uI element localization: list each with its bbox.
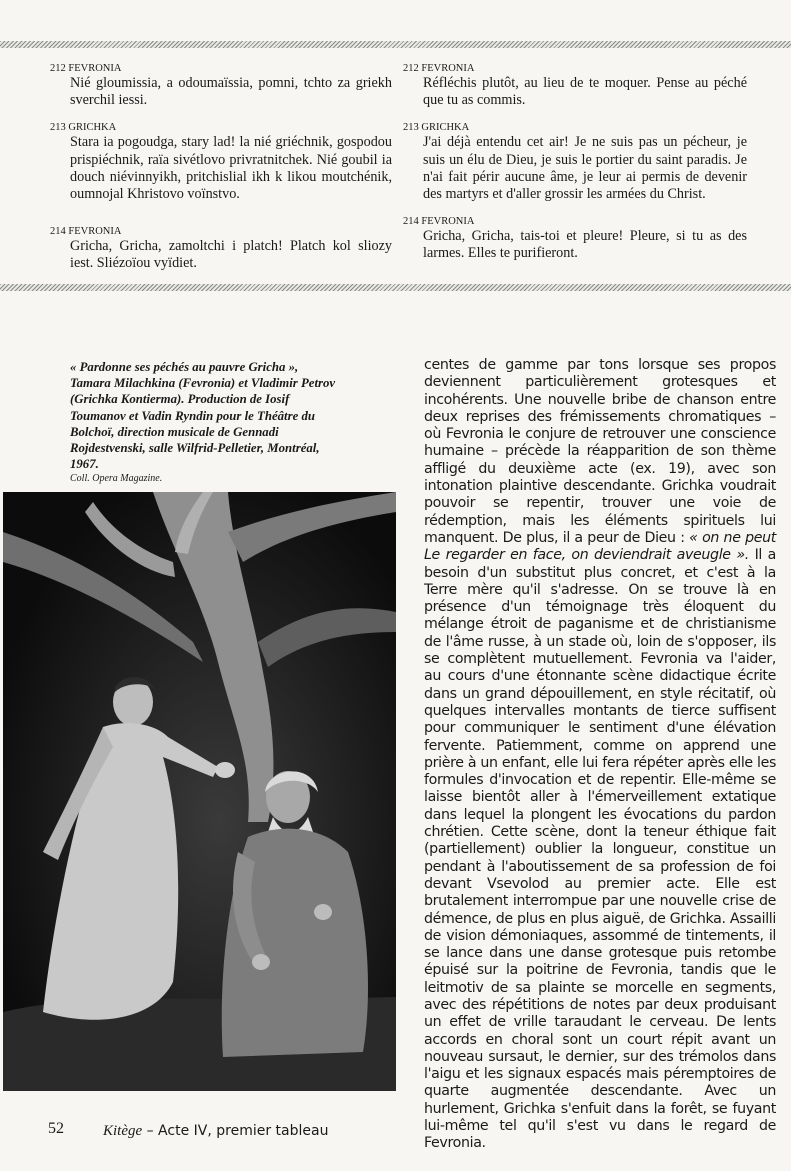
entry-text: J'ai déjà entendu cet air! Je ne suis pas un pécheur, je suis un élu de Dieu, je suis le portier du saint paradis. Je n'ai fait périr aucune âme, je leur ai permis de devenir des martyrs et d'aller grossir les armées du Christ. <box>423 134 747 203</box>
entry-header: 212 FEVRONIA <box>403 63 475 74</box>
body-paragraph-1: centes de gamme par tons lorsque ses propos deviennent particulièrement grotesques et incohérents. Une nouvelle bribe de chanson entre deux reprises des frémissements chromatiques – où Fevronia le conjure de retrouver une conscience humaine – précède la réapparition de son thème affligé du deuxième acte (ex. 19), avec son intonation plaintive descendante. Grichka voudrait pouvoir se repentir, trouver une voie de rédemption, mais les éléments spirituels lui manquent. De plus, il a peur de Dieu : <box>424 357 776 546</box>
entry-text: Nié gloumissia, a odoumaïssia, pomni, tchto za griekh sverchil iessi. <box>70 75 392 109</box>
entry-text: Gricha, Gricha, zamoltchi i platch! Platch kol sliozy iest. Sliézoïou vyïdiet. <box>70 238 392 272</box>
photo-credit: Coll. Opera Magazine. <box>70 473 163 485</box>
caption-text: « Pardonne ses péchés au pauvre Gricha », Tamara Milachkina (Fevronia) et Vladimir Petrov (Grichka Kontierma). Production de Iosif Toumanov et Vadin Ryndin pour le Théâtre du Bolchoï, direction musicale de Gennadi Rojdestvenski, salle Wilfrid-Pelletier, Montréal, 1967. <box>70 360 336 472</box>
entry-header: 213 GRICHKA <box>50 122 117 134</box>
body-quote: « on ne peut Le regarder en face, on deviendrait aveugle ». <box>424 529 776 564</box>
entry-text: Réfléchis plutôt, au lieu de te moquer. Pense au péché que tu as commis. <box>423 75 747 109</box>
entry-header: 214 FEVRONIA <box>50 226 122 238</box>
entry-header: 213 GRICHKA <box>403 122 470 134</box>
middle-hatched-rule <box>0 284 791 291</box>
libretto-entry <box>50 121 392 203</box>
stage-photo-illustration <box>3 492 396 1091</box>
page-number: 52 <box>48 1120 64 1137</box>
entry-text: Stara ia pogoudga, stary lad! la nié griéchnik, gospodou prispiéchnik, raïa sivétlovo privratnitchek. Nié goubil ia douch niévinnyikh, pritchislial ikh k likou moutchénik, oumnojal Khristovo voïnstvo. <box>70 134 392 203</box>
libretto-left-column <box>50 62 392 285</box>
entry-header: 212 FEVRONIA <box>50 63 122 74</box>
top-hatched-rule <box>0 41 791 48</box>
libretto-entry <box>403 215 747 262</box>
body-text <box>424 357 776 1153</box>
libretto-right-column <box>403 62 747 275</box>
entry-header: 214 FEVRONIA <box>403 216 475 228</box>
libretto-entry <box>50 225 392 272</box>
libretto-entry <box>403 62 747 109</box>
footer-title-rest: – Acte IV, premier tableau <box>142 1123 329 1139</box>
running-footer-title <box>103 1123 328 1140</box>
libretto-entry <box>403 121 747 203</box>
entry-text: Gricha, Gricha, tais-toi et pleure! Pleure, si tu as des larmes. Elles te purifieront. <box>423 228 747 262</box>
libretto-entry <box>50 62 392 109</box>
body-paragraph-2: Il a besoin d'un substitut plus concret, et c'est à la Terre mère qu'il s'adresse. On se trouve là en présence d'un témoignage très éloquent du mélange étroit de paganisme et de christianisme de l'âme russe, à un stade où, loin de s'opposer, ils se complètent mutuellement. Fevronia va l'aider, au cours d'une étonnante scène didactique écrite dans un grand dépouillement, en style récitatif, où quelques intervalles montants de tierce suffisent pour communiquer le sentiment d'une élévation fervente. Patiemment, comme on apprend une prière à un enfant, elle lui fera répéter après elle les formules d'invocation et de repentir. Elle-même se laisse bientôt aller à l'émerveillement extatique dans lequel la plongent les évocations du pardon chrétien. Cette scène, dont la teneur éthique fait (partiellement) oublier la longueur, constitue un pendant à l'aboutissement de sa profession de foi devant Vsevolod au premier acte. Elle est brutalement interrompue par une nouvelle crise de démence, de plus en plus aiguë, de Grichka. Assailli de vision démoniaques, assommé de tintements, il se lance dans une danse grotesque puis retombe épuisé sur la poitrine de Fevronia, tandis que le leitmotiv de sa plainte se morcelle en segments, avec des répétitions de notes par deux produisant un effet de vrille taraudant le cerveau. De lents accords en choral sont un court répit avant un nouveau sursaut, le dernier, sur des trémolos dans l'aigu et les signaux espacés mais péremptoires de quarte augmentée descendante. Avec un hurlement, Grichka s'enfuit dans la forêt, se fuyant lui-même tel qu'il s'est vu dans le regard de Fevronia. <box>424 547 776 1152</box>
photo-caption <box>70 359 338 485</box>
footer-title-italic: Kitège <box>103 1123 143 1139</box>
stage-photo <box>3 492 396 1091</box>
